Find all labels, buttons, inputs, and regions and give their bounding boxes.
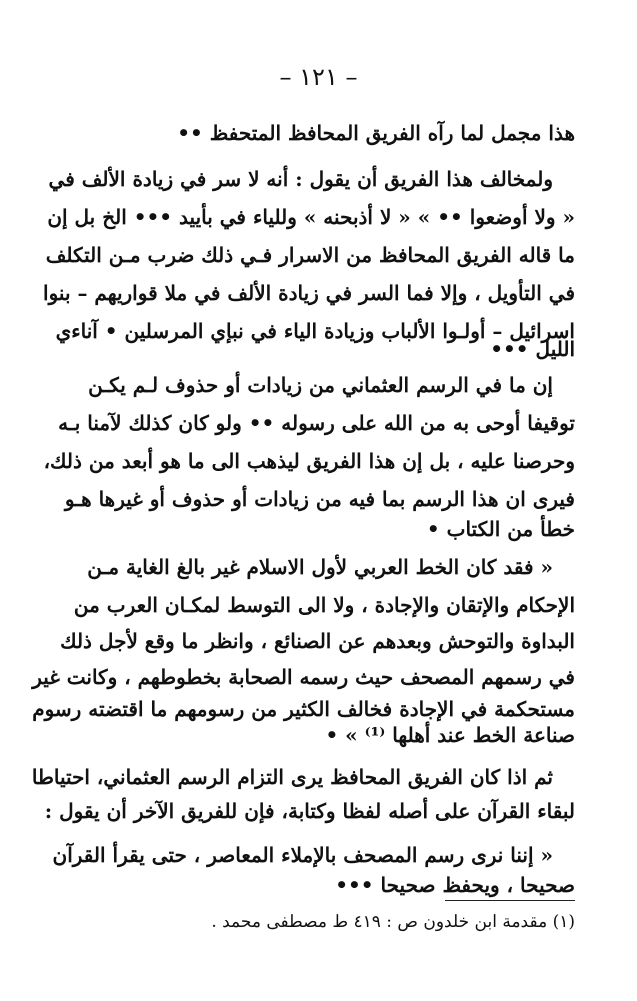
text-line: صناعة الخط عند أهلها ⁽¹⁾ » • — [325, 723, 575, 747]
text-line: لبقاء القرآن على أصله لفظا وكتابة، فإن للفريق الآخر أن يقول : — [44, 799, 575, 823]
text-line: مستحكمة في الإجادة فخالف الكثير من رسومهم ما اقتضته رسوم — [32, 697, 575, 721]
text-line: في التأويل ، وإلا فما السر في زيادة الألف في ملا قواريهم – بنوا — [43, 281, 575, 305]
text-line: في رسمهم المصحف حيث رسمه الصحابة بخطوطهم ، وكانت غير — [32, 665, 575, 689]
text-line: فيرى ان هذا الرسم بما فيه من زيادات أو حذوف أو غيرها هـو — [64, 487, 575, 511]
text-line: وحرصنا عليه ، بل إن هذا الفريق ليذهب الى ما هو أبعد من ذلك، — [43, 449, 575, 473]
text-line: الإحكام والإتقان والإجادة ، ولا الى التوسط لمكـان العرب من — [73, 593, 575, 617]
text-line: صحيحا ، ويحفظ صحيحا ••• — [335, 873, 575, 897]
text-line: ثم اذا كان الفريق المحافظ يرى التزام الرسم العثماني، احتياطا — [31, 765, 553, 789]
text-line: البداوة والتوحش وبعدهم عن الصنائع ، وانظر ما وقع لأجل ذلك — [60, 629, 575, 653]
page-number: – ١٢١ – — [279, 63, 358, 91]
text-line: « إننا نرى رسم المصحف بالإملاء المعاصر ، حتى يقرأ القرآن — [52, 843, 553, 867]
text-line: توقيفا أوحى به من الله على رسوله •• ولو كان كذلك لآمنا بـه — [58, 411, 575, 435]
text-line: خطأ من الكتاب • — [426, 517, 575, 541]
text-line: « ولا أوضعوا •• » « لا أذبحنه » وللياء في بأييد ••• الخ بل إن — [47, 205, 575, 229]
footnote: (١) مقدمة ابن خلدون ص : ٤١٩ ط مصطفى محمد . — [211, 912, 575, 932]
text-line: الليل ••• — [490, 337, 575, 361]
text-line: اسرائيل – أولـوا الألباب وزيادة الياء في نبإي المرسلين • آناءي — [55, 319, 575, 343]
text-line: « فقد كان الخط العربي لأول الاسلام غير بالغ الغاية مـن — [87, 555, 553, 579]
footnote-divider — [445, 900, 575, 901]
text-line: ولمخالف هذا الفريق أن يقول : أنه لا سر في زيادة الألف في — [48, 167, 553, 191]
page-heading: هذا مجمل لما رآه الفريق المحافظ المتحفظ •• — [177, 121, 575, 145]
text-line: ما قاله الفريق المحافظ من الاسرار فـي ذلك ضرب مـن التكلف — [45, 243, 575, 267]
text-line: إن ما في الرسم العثماني من زيادات أو حذوف لـم يكـن — [88, 373, 553, 397]
